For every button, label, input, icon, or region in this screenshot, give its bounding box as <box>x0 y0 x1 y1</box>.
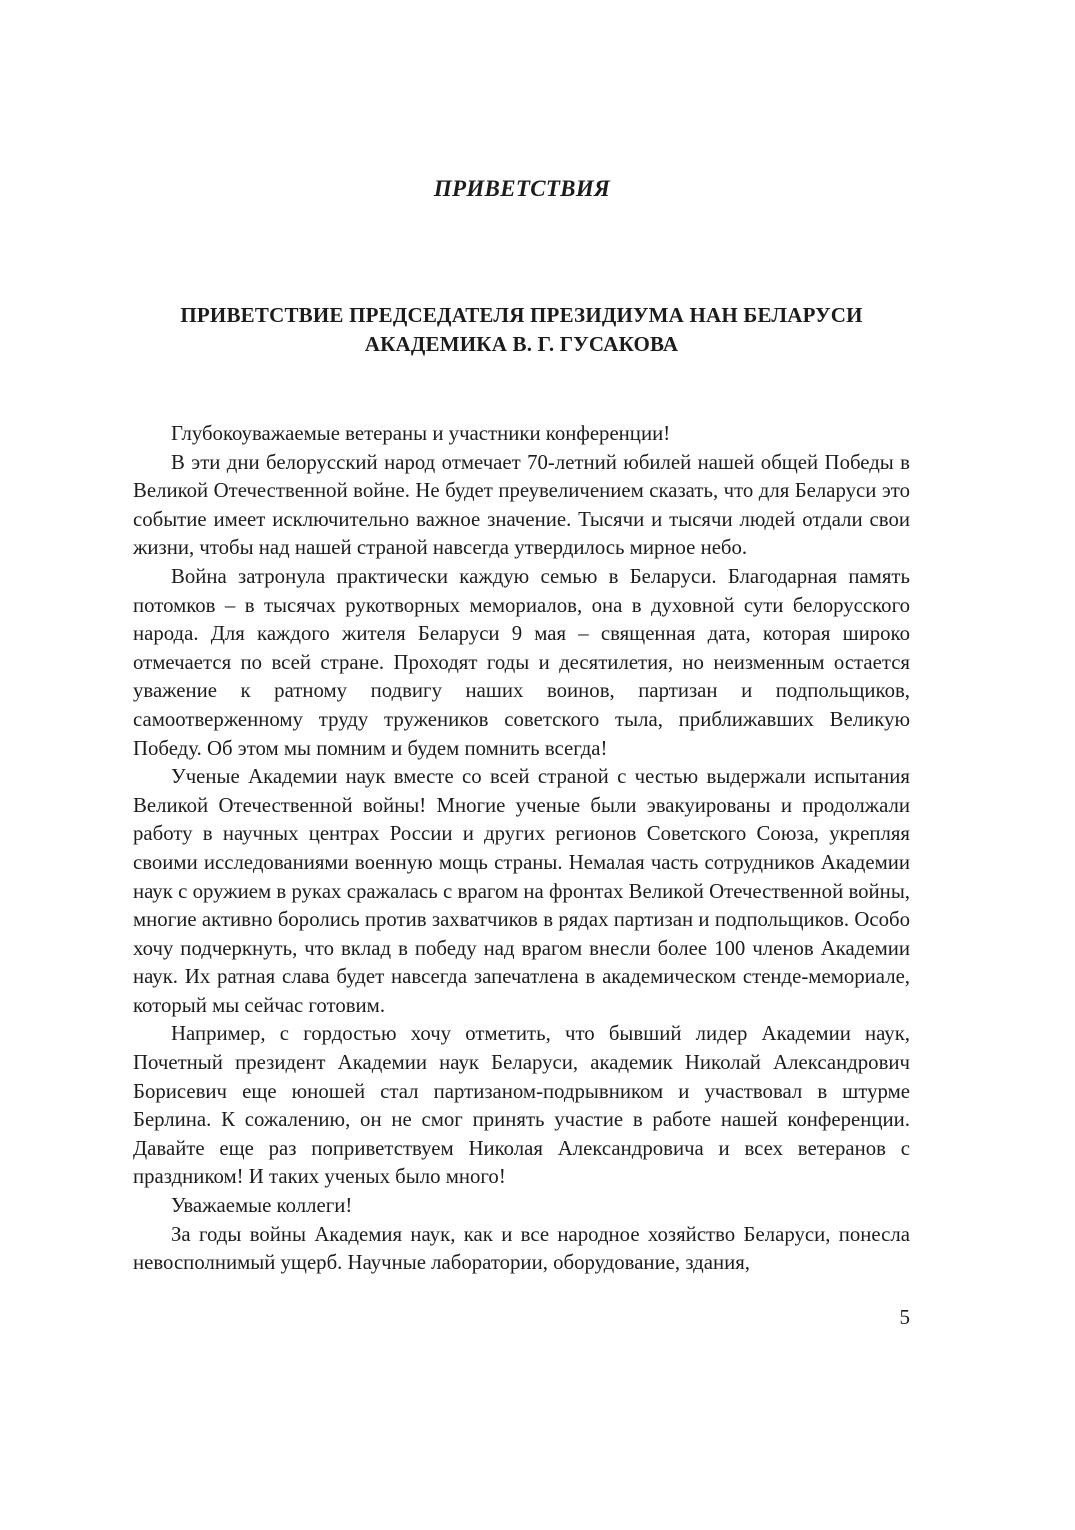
paragraph-greeting: Глубокоуважаемые ветераны и участники конференции! <box>171 422 671 445</box>
article-title-line-2: АКАДЕМИКА В. Г. ГУСАКОВА <box>364 332 679 356</box>
paragraph: В эти дни белорусский народ отмечает 70-летний юбилей нашей общей Победы в Великой Отечественной войне. Не будет преувеличением сказать, что для Беларуси это событие имеет исключительно важное значение. Тысячи и тысячи людей отдали свои жизни, чтобы над нашей страной навсегда утвердилось мирное небо. <box>133 450 910 560</box>
paragraph: Война затронула практически каждую семью в Беларуси. Благодарная память потомков – в тысячах рукотворных мемориалов, она в духовной сути белорусского народа. Для каждого жителя Беларуси 9 мая – священная дата, которая широко отмечается по всей стране. Проходят годы и десятилетия, но неизменным остается уважение к ратному подвигу наших воинов, партизан и подпольщиков, самоотверженному труду тружеников советского тыла, приближавших Великую Победу. Об этом мы помним и будем помнить всегда! <box>133 564 910 760</box>
paragraph: Например, с гордостью хочу отметить, что бывший лидер Академии наук, Почетный президент Академии наук Беларуси, академик Николай Александрович Борисевич еще юношей стал партизаном-подрывником и участвовал в штурме Берлина. К сожалению, он не смог принять участие в работе нашей конференции. Давайте еще раз поприветствуем Николая Александровича и всех ветеранов с праздником! И таких ученых было много! <box>133 1022 910 1189</box>
article-title <box>133 301 910 359</box>
paragraph: За годы войны Академия наук, как и все народное хозяйство Беларуси, понесла невосполнимый ущерб. Научные лаборатории, оборудование, здания, <box>133 1222 910 1275</box>
body-text <box>133 420 910 1278</box>
page-number: 5 <box>899 1305 910 1329</box>
article-title-line-1: ПРИВЕТСТВИЕ ПРЕДСЕДАТЕЛЯ ПРЕЗИДИУМА НАН БЕЛАРУСИ <box>180 303 863 327</box>
paragraph-address: Уважаемые коллеги! <box>171 1194 353 1218</box>
section-title: ПРИВЕТСТВИЯ <box>433 176 611 201</box>
paragraph: Ученые Академии наук вместе со всей страной с честью выдержали испытания Великой Отечественной войны! Многие ученые были эвакуированы и продолжали работу в научных центрах России и других регионов Советского Союза, укрепляя своими исследованиями военную мощь страны. Немалая часть сотрудников Академии наук с оружием в руках сражалась с врагом на фронтах Великой Отечественной войны, многие активно боролись против захватчиков в рядах партизан и подпольщиков. Особо хочу подчеркнуть, что вклад в победу над врагом внесли более 100 членов Академии наук. Их ратная слава будет навсегда запечатлена в академическом стенде-мемориале, который мы сейчас готовим. <box>133 765 910 1017</box>
